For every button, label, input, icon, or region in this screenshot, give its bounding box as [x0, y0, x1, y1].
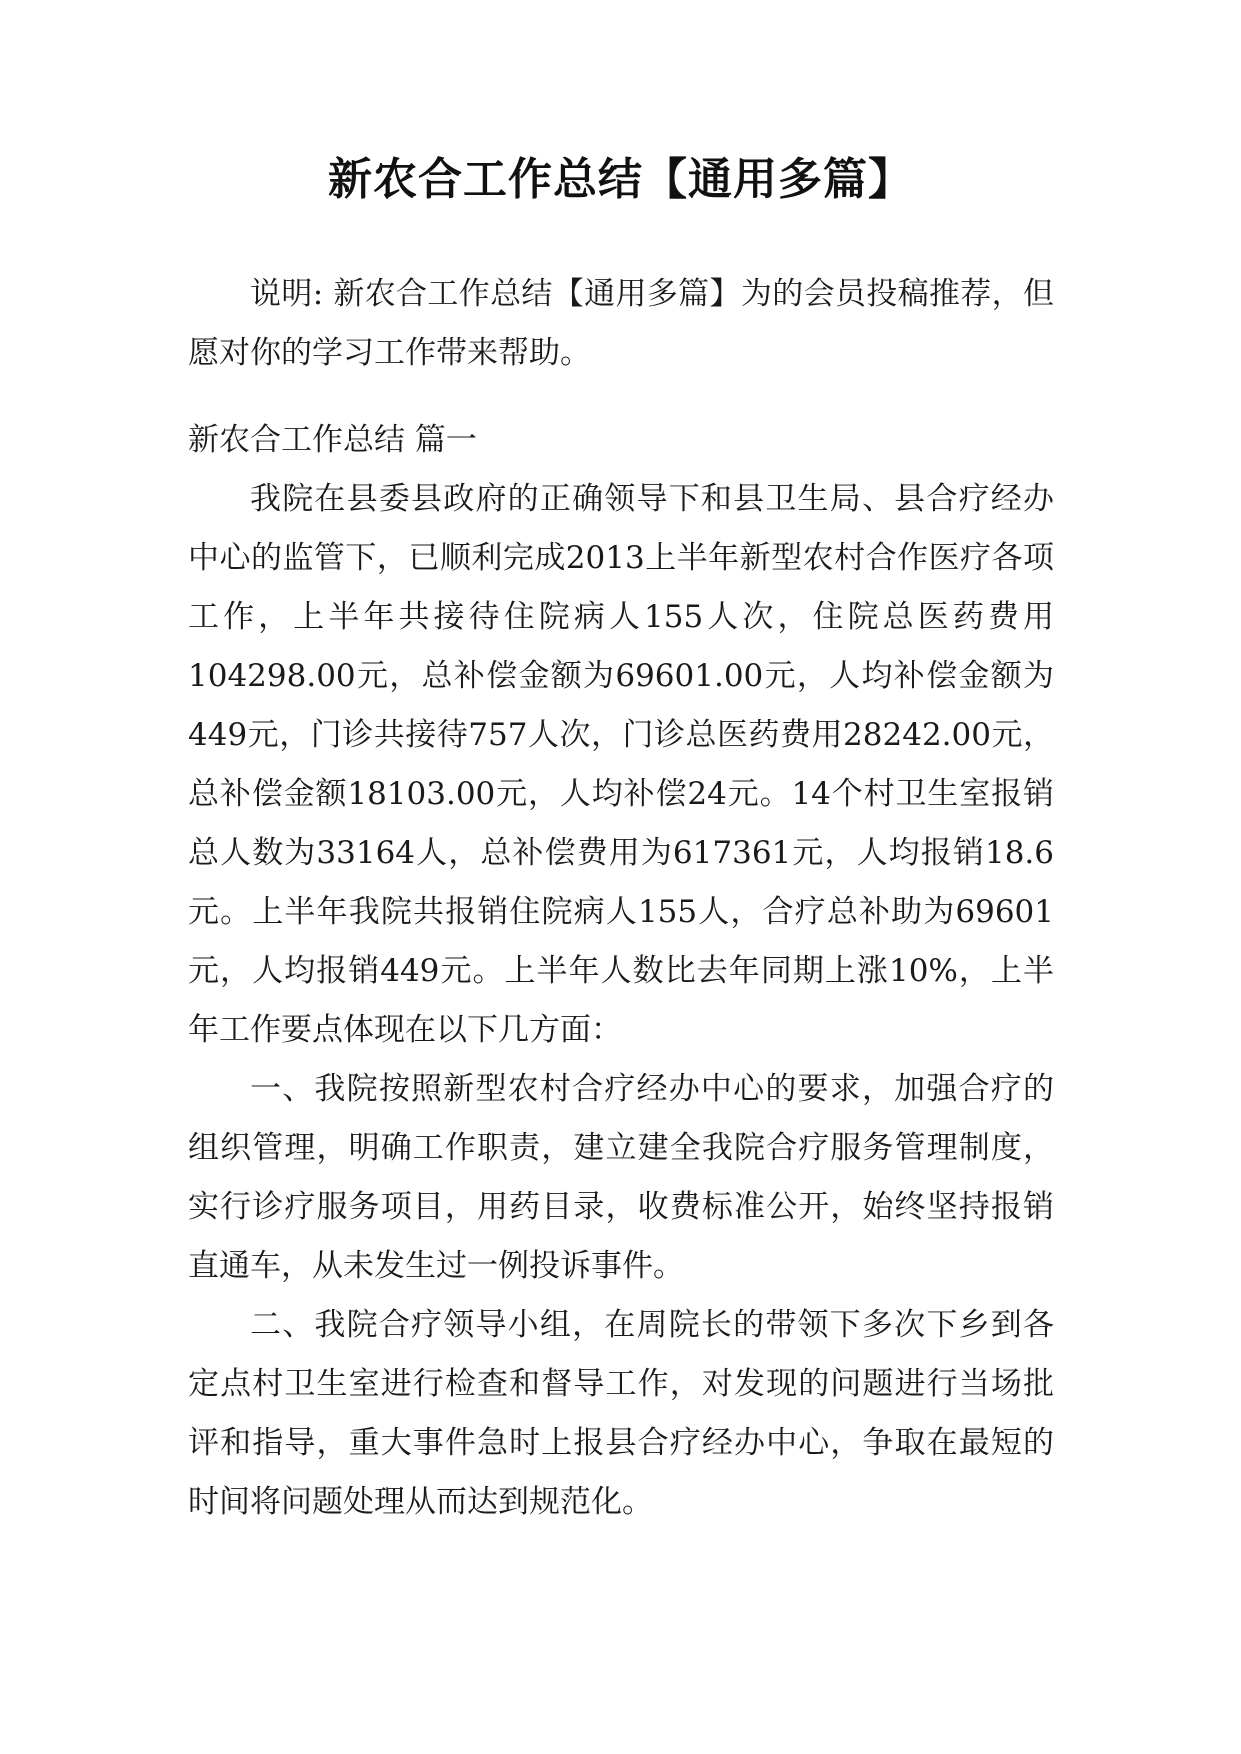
body-paragraph: 一、我院按照新型农村合疗经办中心的要求，加强合疗的组织管理，明确工作职责，建立建全我院合疗服务管理制度，实行诊疗服务项目，用药目录，收费标准公开，始终坚持报销直通车，从未发生过一例投诉事件。 — [188, 1071, 1054, 1284]
document-title: 新农合工作总结【通用多篇】 — [328, 154, 913, 205]
section-heading: 新农合工作总结 篇一 — [188, 422, 477, 458]
body-paragraph: 我院在县委县政府的正确领导下和县卫生局、县合疗经办中心的监管下，已顺利完成2013上半年新型农村合作医疗各项工作，上半年共接待住院病人155人次，住院总医药费用104298.00元，总补偿金额为69601.00元，人均补偿金额为449元，门诊共接待757人次，门诊总医药费用28242.00元，总补偿金额18103.00元，人均补偿24元。14个村卫生室报销总人数为33164人，总补偿费用为617361元，人均报销18.6元。上半年我院共报销住院病人155人，合疗总补助为69601元，人均报销449元。上半年人数比去年同期上涨10%，上半年工作要点体现在以下几方面： — [188, 481, 1054, 1048]
body-paragraph: 二、我院合疗领导小组，在周院长的带领下多次下乡到各定点村卫生室进行检查和督导工作，对发现的问题进行当场批评和指导，重大事件急时上报县合疗经办中心，争取在最短的时间将问题处理从而达到规范化。 — [188, 1307, 1054, 1520]
intro-block — [188, 265, 1054, 383]
intro-paragraph: 说明: 新农合工作总结【通用多篇】为的会员投稿推荐，但愿对你的学习工作带来帮助。 — [188, 276, 1054, 371]
section-one — [188, 411, 1054, 1532]
